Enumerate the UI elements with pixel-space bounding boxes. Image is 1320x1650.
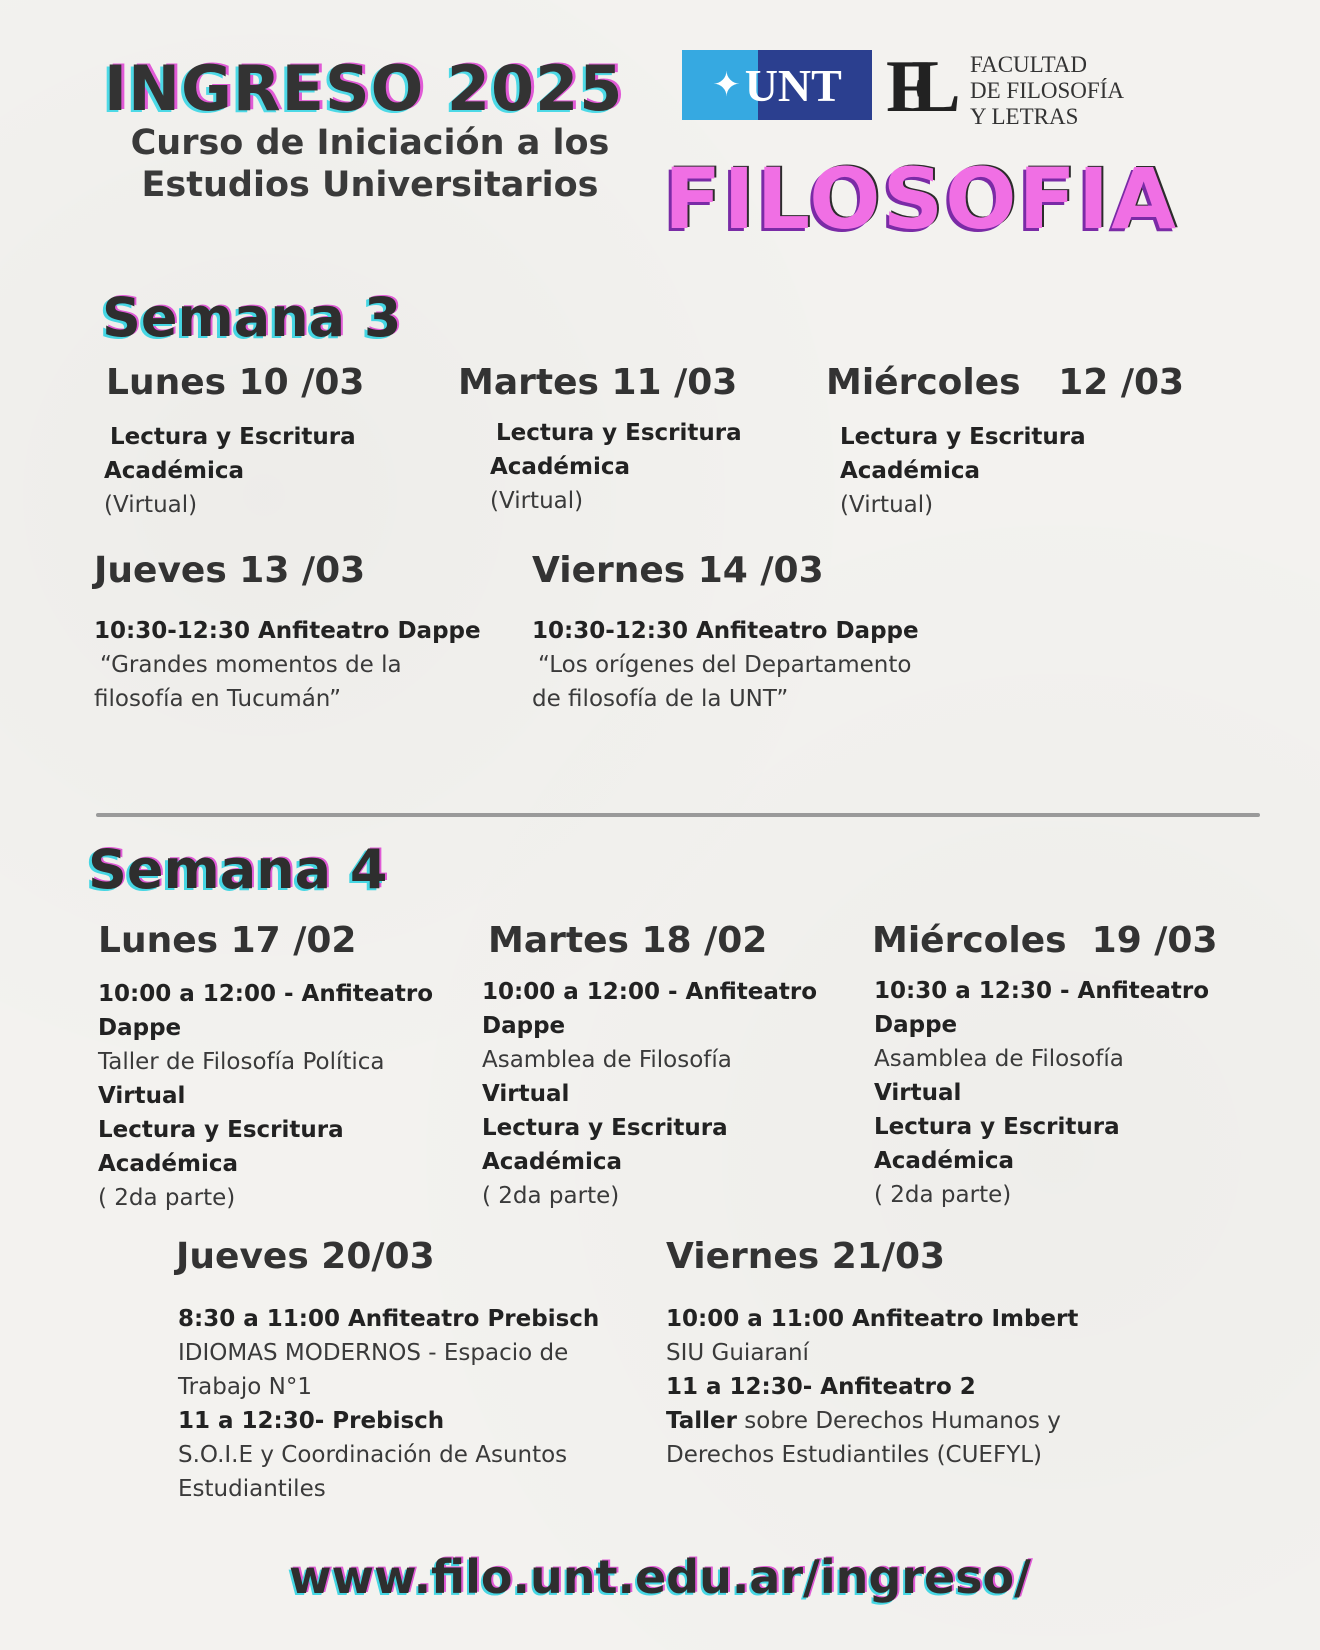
day-title: Miércoles 12 /03 [826,362,1185,403]
activity-line: Lectura y Escritura [840,424,1086,450]
day-title: Jueves 20/03 [176,1236,435,1277]
note-line: ( 2da parte) [98,1185,236,1211]
subtitle [110,122,630,206]
unt-logo [682,50,872,120]
activity-line: Lectura y Escritura [98,1117,344,1143]
time-location-line: Dappe [98,1015,182,1041]
day-title: Lunes 17 /02 [98,920,357,961]
activity-bold: Taller [666,1408,737,1434]
activity-line: Asamblea de Filosofía [482,1047,732,1073]
activity-line: Derechos Estudiantiles (CUEFYL) [666,1442,1043,1468]
activity-line: S.O.I.E y Coordinación de Asuntos [178,1442,568,1468]
activity-line: Académica [840,458,981,484]
star-icon: ✦ [712,65,741,105]
activity-line: Taller de Filosofía Política [98,1049,385,1075]
day-schedule [874,974,1209,1212]
day-schedule [104,420,356,522]
time-location-line: 8:30 a 11:00 Anfiteatro Prebisch [178,1306,600,1332]
time-location-line: Dappe [482,1013,566,1039]
day-schedule [178,1302,599,1506]
activity-line: filosofía en Tucumán” [94,686,342,712]
week-3-title: Semana 3 [102,286,402,349]
subtitle-line: Curso de Iniciación a los [130,123,610,163]
faculty-logo-text [970,52,1124,130]
activity-line: de filosofía de la UNT” [532,686,789,712]
faculty-line: DE FILOSOFÍA [970,78,1124,103]
day-title: Viernes 14 /03 [532,550,824,591]
time-location-line: 10:00 a 12:00 - Anfiteatro [482,979,817,1005]
week-4-title: Semana 4 [88,838,388,901]
time-location-line: 10:00 a 12:00 - Anfiteatro [98,981,433,1007]
time-location-line: 11 a 12:30- Anfiteatro 2 [666,1374,976,1400]
modality-line: (Virtual) [490,488,584,514]
activity-line: Lectura y Escritura [110,424,356,450]
faculty-logo-mark: FL [886,46,941,128]
activity-line: Académica [874,1148,1015,1174]
day-schedule [490,416,742,518]
day-title: Viernes 21/03 [666,1236,946,1277]
modality-line: Virtual [482,1081,570,1107]
activity-line [666,1404,1078,1438]
time-location-line: 10:30-12:30 Anfiteatro Dappe [532,618,919,644]
modality-line: Virtual [874,1080,962,1106]
day-schedule [94,614,481,716]
main-title: INGRESO 2025 [104,52,624,125]
activity-line: Académica [104,458,245,484]
activity-line: Estudiantiles [178,1476,326,1502]
day-schedule [666,1302,1078,1472]
day-title: Miércoles 19 /03 [872,920,1218,961]
activity-line: Asamblea de Filosofía [874,1046,1124,1072]
day-title: Martes 18 /02 [488,920,768,961]
activity-line: “Los orígenes del Departamento [538,652,912,678]
day-schedule [840,420,1086,522]
activity-line: SIU Guiaraní [666,1340,809,1366]
note-line: ( 2da parte) [874,1182,1012,1208]
day-title: Martes 11 /03 [458,362,738,403]
section-divider [96,813,1260,817]
activity-line: Académica [98,1151,239,1177]
faculty-line: FACULTAD [970,52,1088,77]
activity-line: Académica [482,1149,623,1175]
subtitle-line: Estudios Universitarios [141,165,599,205]
time-location-line: 10:00 a 11:00 Anfiteatro Imbert [666,1306,1079,1332]
activity-line: Lectura y Escritura [496,420,742,446]
time-location-line: 10:30-12:30 Anfiteatro Dappe [94,618,481,644]
day-schedule [482,975,817,1213]
activity-line: IDIOMAS MODERNOS - Espacio de [178,1340,569,1366]
program-title: FILOSOFIA [664,150,1179,248]
activity-line: Lectura y Escritura [874,1114,1120,1140]
day-schedule [98,977,433,1215]
activity-line: Lectura y Escritura [482,1115,728,1141]
activity-line: Trabajo N°1 [178,1374,313,1400]
activity-line: Académica [490,454,631,480]
time-location-line: Dappe [874,1012,958,1038]
day-title: Jueves 13 /03 [94,550,366,591]
time-location-line: 10:30 a 12:30 - Anfiteatro [874,978,1209,1004]
time-location-line: 11 a 12:30- Prebisch [178,1408,445,1434]
modality-line: Virtual [98,1083,186,1109]
note-line: ( 2da parte) [482,1183,620,1209]
day-title: Lunes 10 /03 [106,362,365,403]
day-schedule [532,614,919,716]
activity-rest: sobre Derechos Humanos y [736,1408,1061,1434]
modality-line: (Virtual) [104,492,198,518]
faculty-line: Y LETRAS [970,104,1079,129]
activity-line: “Grandes momentos de la [100,652,402,678]
modality-line: (Virtual) [840,492,934,518]
website-url[interactable]: www.filo.unt.edu.ar/ingreso/ [289,1550,1031,1604]
unt-logo-text: UNT [744,59,842,111]
